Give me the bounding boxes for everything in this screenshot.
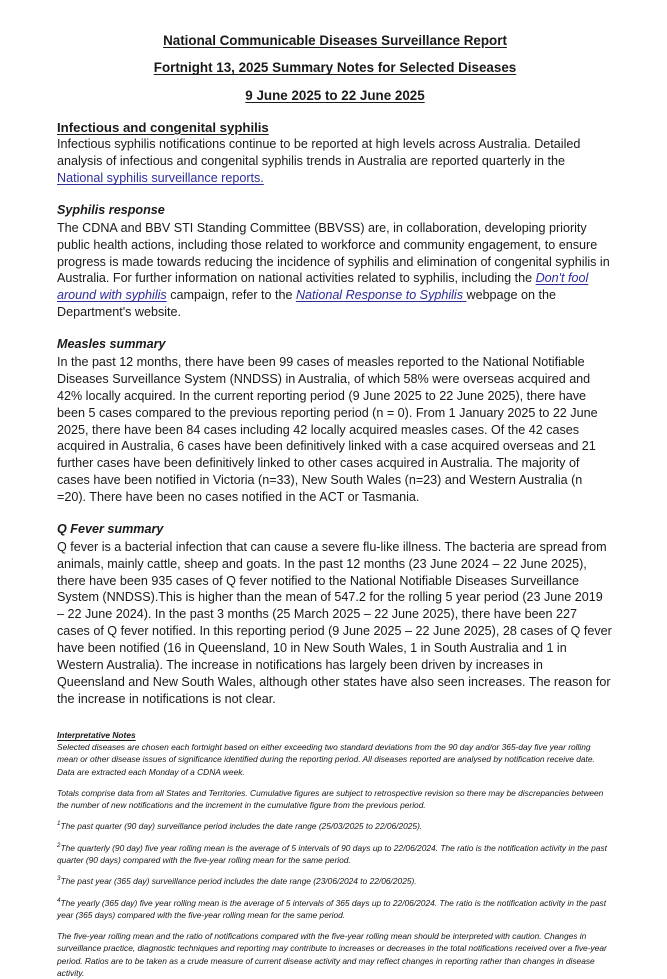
footnote-2: [57, 842, 613, 867]
footnote-1-text: The past quarter (90 day) surveillance period includes the date range (25/03/2025 to 22/06/2025).: [60, 821, 423, 832]
section-heading-syphilis-text: Infectious and congenital syphilis: [57, 120, 269, 136]
note-paragraph-selection-criteria: Selected diseases are chosen each fortnight based on either exceeding two standard deviations from the 90 day and/or 365-day five year rolling mean or other disease issues of significance identified during the reporting period. All diseases reported are analysed by notification receive date. Data are extracted each Monday of a CDNA week.: [57, 742, 595, 777]
footnote-2-text: The quarterly (90 day) five year rolling mean is the average of 5 intervals of 90 days up to 22/06/2024. The ratio is the notification activity in the past quarter (90 days) compared with the five-year rolling mean for the same period.: [57, 842, 607, 865]
footnote-4: [57, 897, 613, 922]
document-title-block: [57, 34, 613, 102]
footnote-4-text: The yearly (365 day) five year rolling mean is the average of 5 intervals of 365 days up to 22/06/2024. The ratio is the notification activity in the past year (365 days) compared with the five-year rolling mean for the same period.: [57, 897, 607, 920]
syphilis-response-text-2: campaign, refer to the: [166, 288, 296, 303]
link-dont-fool-around-with-syphilis[interactable]: Don't fool around with syphilis: [57, 271, 589, 303]
syphilis-intro-text: Infectious syphilis notifications continue to be reported at high levels across Australia. Detailed analysis of infectious and congenital syphilis trends in Australia are reported quarterly in the: [57, 137, 581, 169]
footnote-1-marker: 1: [57, 820, 61, 828]
paragraph-qfever-summary: Q fever is a bacterial infection that can cause a severe flu-like illness. The bacteria are spread from animals, mainly cattle, sheep and goats. In the past 12 months (23 June 2024 – 22 June 2025), there have been 935 cases of Q fever notified to the National Notifiable Diseases Surveillance System (NNDSS).This is higher than the mean of 547.2 for the rolling 5 year period (23 June 2019 – 22 June 2024). In the past 3 months (25 March 2025 – 22 June 2025), there have been 227 cases of Q fever notified. In this reporting period (9 June 2025 – 22 June 2025), 28 cases of Q fever have been notified (16 in Queensland, 10 in New South Wales, 1 in South Australia and 1 in Western Australia). The increase in notifications has largely been driven by increases in Queensland and New South Wales, although other states have also seen increases. The reason for the increase in notifications is not clear.: [57, 539, 612, 707]
section-heading-syphilis: [57, 120, 613, 135]
reporting-period: [57, 89, 613, 102]
subheading-measles-summary-text: Measles summary: [57, 337, 166, 352]
paragraph-syphilis-intro: [57, 136, 613, 187]
footnote-4-marker: 4: [57, 896, 61, 904]
paragraph-measles-summary: In the past 12 months, there have been 99 cases of measles reported to the National Notifiable Diseases Surveillance System (NNDSS) in Australia, of which 58% were overseas acquired and 42% locally acquired. In the current reporting period (9 June 2025 to 22 June 2025), there have been 5 cases compared to the previous reporting period (n = 0). From 1 January 2025 to 22 June 2025, there have been 84 cases including 42 locally acquired measles cases. Of the 42 cases acquired in Australia, 6 cases have been definitively linked with a case acquired overseas and 21 further cases have been definitively linked to other cases acquired in Australia. The majority of cases have been notified in Victoria (n=33), New South Wales (n=23) and Western Australia (n =20). There have been no cases notified in the ACT or Tasmania.: [57, 354, 598, 505]
page-title-line-1: National Communicable Diseases Surveillance Report: [163, 33, 507, 48]
note-paragraph-totals: Totals comprise data from all States and Territories. Cumulative figures are subject to retrospective revision so there may be discrepancies between the number of new notifications and the increment in the cumulative figure from the previous period.: [57, 787, 604, 811]
notes-heading: [57, 730, 613, 740]
page-subtitle: [57, 61, 613, 74]
note-paragraph-caution: The five-year rolling mean and the ratio of notifications compared with the five-year rolling mean should be interpreted with caution. Changes in surveillance practice, diagnostic techniques and reporting may contribute to increases or decreases in the total notifications received over a five-year period. Ratios are to be taken as a crude measure of current disease activity and may reflect changes in reporting rather than changes in disease activity.: [57, 931, 607, 978]
paragraph-syphilis-response: [57, 220, 613, 322]
subheading-qfever-summary: [57, 522, 613, 536]
footnote-3-marker: 3: [57, 875, 61, 883]
page-title-line-2: Fortnight 13, 2025 Summary Notes for Selected Diseases: [153, 60, 517, 76]
page-title: [57, 34, 613, 47]
syphilis-response-text-1: The CDNA and BBV STI Standing Committee (BBVSS) are, in collaboration, developing priority public health actions, including those related to workforce and community engagement, to ensure progress is made towards reducing the incidence of syphilis and elimination of congenital syphilis in Australia. For further information on national activities related to syphilis, including the: [57, 220, 610, 286]
subheading-syphilis-response: [57, 203, 613, 217]
subheading-syphilis-response-text: Syphilis response: [57, 203, 165, 218]
footnote-1: [57, 820, 613, 832]
subheading-measles-summary: [57, 337, 613, 351]
interpretative-notes-section: [57, 730, 613, 979]
link-national-response-to-syphilis[interactable]: National Response to Syphilis: [295, 288, 467, 303]
page-title-line-3: 9 June 2025 to 22 June 2025: [245, 87, 425, 103]
footnote-3-text: The past year (365 day) surveillance period includes the date range (23/06/2024 to 22/06/2025).: [60, 876, 417, 887]
link-national-syphilis-surveillance-reports[interactable]: National syphilis surveillance reports.: [57, 171, 264, 186]
notes-heading-text: Interpretative Notes: [57, 730, 136, 741]
footnote-3: [57, 875, 613, 887]
footnote-2-marker: 2: [57, 841, 61, 849]
syphilis-response-text-3: webpage on the Department's website.: [57, 288, 556, 320]
subheading-qfever-summary-text: Q Fever summary: [57, 522, 164, 537]
